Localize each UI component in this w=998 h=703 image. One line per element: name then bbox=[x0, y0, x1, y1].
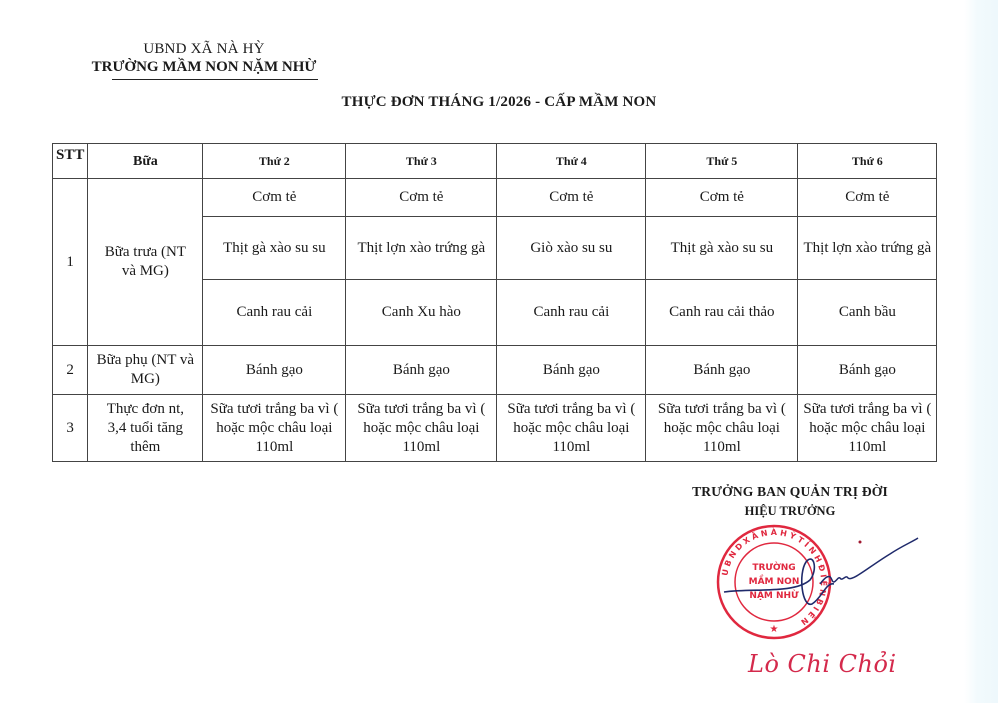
row-stt: 2 bbox=[53, 346, 88, 395]
dish-cell: Cơm tẻ bbox=[798, 179, 937, 217]
col-header-stt: STT bbox=[53, 144, 88, 179]
dish-cell: Bánh gạo bbox=[203, 346, 346, 395]
signer-role-secondary: HIỆU TRƯỞNG bbox=[744, 504, 836, 518]
dish-cell: Bánh gạo bbox=[646, 346, 798, 395]
svg-text:U B N D X Ã N À H Ỳ T: U B N D X Ã N À H Ỳ T Ỉ N H Đ I Ệ N B I Ê N bbox=[720, 527, 829, 627]
table-header-row bbox=[53, 144, 937, 179]
row-stt: 3 bbox=[53, 395, 88, 462]
parent-org: UBND XÃ NÀ HỲ bbox=[143, 41, 265, 57]
dish-cell: Sữa tươi trắng ba vì ( hoặc mộc châu loại 110ml bbox=[646, 395, 798, 462]
signer-role-primary: TRƯỞNG BAN QUẢN TRỊ ĐỜI bbox=[692, 484, 888, 499]
col-header-wed: Thứ 4 bbox=[497, 144, 646, 179]
menu-table bbox=[52, 143, 937, 462]
dish-cell: Sữa tươi trắng ba vì ( hoặc mộc châu loại 110ml bbox=[203, 395, 346, 462]
dish-cell: Canh Xu hào bbox=[346, 280, 497, 346]
school-name: TRƯỜNG MẦM NON NẶM NHỪ bbox=[91, 59, 317, 75]
row-meal: Bữa phụ (NT và MG) bbox=[88, 346, 203, 395]
dish-cell: Thịt lợn xào trứng gà bbox=[798, 217, 937, 280]
dish-cell: Thịt gà xào su su bbox=[203, 217, 346, 280]
document-title: THỰC ĐƠN THÁNG 1/2026 - CẤP MẦM NON bbox=[341, 94, 657, 110]
row-stt: 1 bbox=[53, 179, 88, 346]
dish-cell: Thịt gà xào su su bbox=[646, 217, 798, 280]
dish-cell: Sữa tươi trắng ba vì ( hoặc mộc châu loại 110ml bbox=[497, 395, 646, 462]
dish-cell: Bánh gạo bbox=[798, 346, 937, 395]
table-row bbox=[53, 395, 937, 462]
table-row bbox=[53, 346, 937, 395]
dish-cell: Bánh gạo bbox=[346, 346, 497, 395]
header-underline bbox=[112, 79, 318, 80]
signer-name: Lò Chi Chỏi bbox=[748, 650, 897, 678]
col-header-thu: Thứ 5 bbox=[646, 144, 798, 179]
table-row bbox=[53, 179, 937, 217]
svg-text:MẦM NON: MẦM NON bbox=[748, 577, 800, 587]
row-meal: Bữa trưa (NT và MG) bbox=[88, 179, 203, 346]
signature-block bbox=[640, 484, 940, 519]
col-header-mon: Thứ 2 bbox=[203, 144, 346, 179]
dish-cell: Cơm tẻ bbox=[646, 179, 798, 217]
row-meal: Thực đơn nt, 3,4 tuổi tăng thêm bbox=[88, 395, 203, 462]
dish-cell: Cơm tẻ bbox=[346, 179, 497, 217]
svg-text:TRƯỜNG: TRƯỜNG bbox=[752, 563, 796, 573]
col-header-tue: Thứ 3 bbox=[346, 144, 497, 179]
dish-cell: Canh rau cải bbox=[497, 280, 646, 346]
dish-cell: Sữa tươi trắng ba vì ( hoặc mộc châu loại 110ml bbox=[346, 395, 497, 462]
dish-cell: Giò xào su su bbox=[497, 217, 646, 280]
signature-stroke-icon bbox=[820, 536, 920, 606]
dish-cell: Canh rau cải thảo bbox=[646, 280, 798, 346]
svg-text:★: ★ bbox=[769, 624, 779, 635]
dish-cell: Cơm tẻ bbox=[497, 179, 646, 217]
org-header bbox=[74, 40, 334, 77]
dish-cell: Cơm tẻ bbox=[203, 179, 346, 217]
dish-cell: Canh rau cải bbox=[203, 280, 346, 346]
dish-cell: Bánh gạo bbox=[497, 346, 646, 395]
col-header-fri: Thứ 6 bbox=[798, 144, 937, 179]
col-header-meal: Bữa bbox=[88, 144, 203, 179]
svg-text:NẶM NHỪ: NẶM NHỪ bbox=[749, 591, 799, 601]
dish-cell: Canh bầu bbox=[798, 280, 937, 346]
official-stamp-icon bbox=[714, 522, 834, 642]
dish-cell: Sữa tươi trắng ba vì ( hoặc mộc châu loại 110ml bbox=[798, 395, 937, 462]
dish-cell: Thịt lợn xào trứng gà bbox=[346, 217, 497, 280]
